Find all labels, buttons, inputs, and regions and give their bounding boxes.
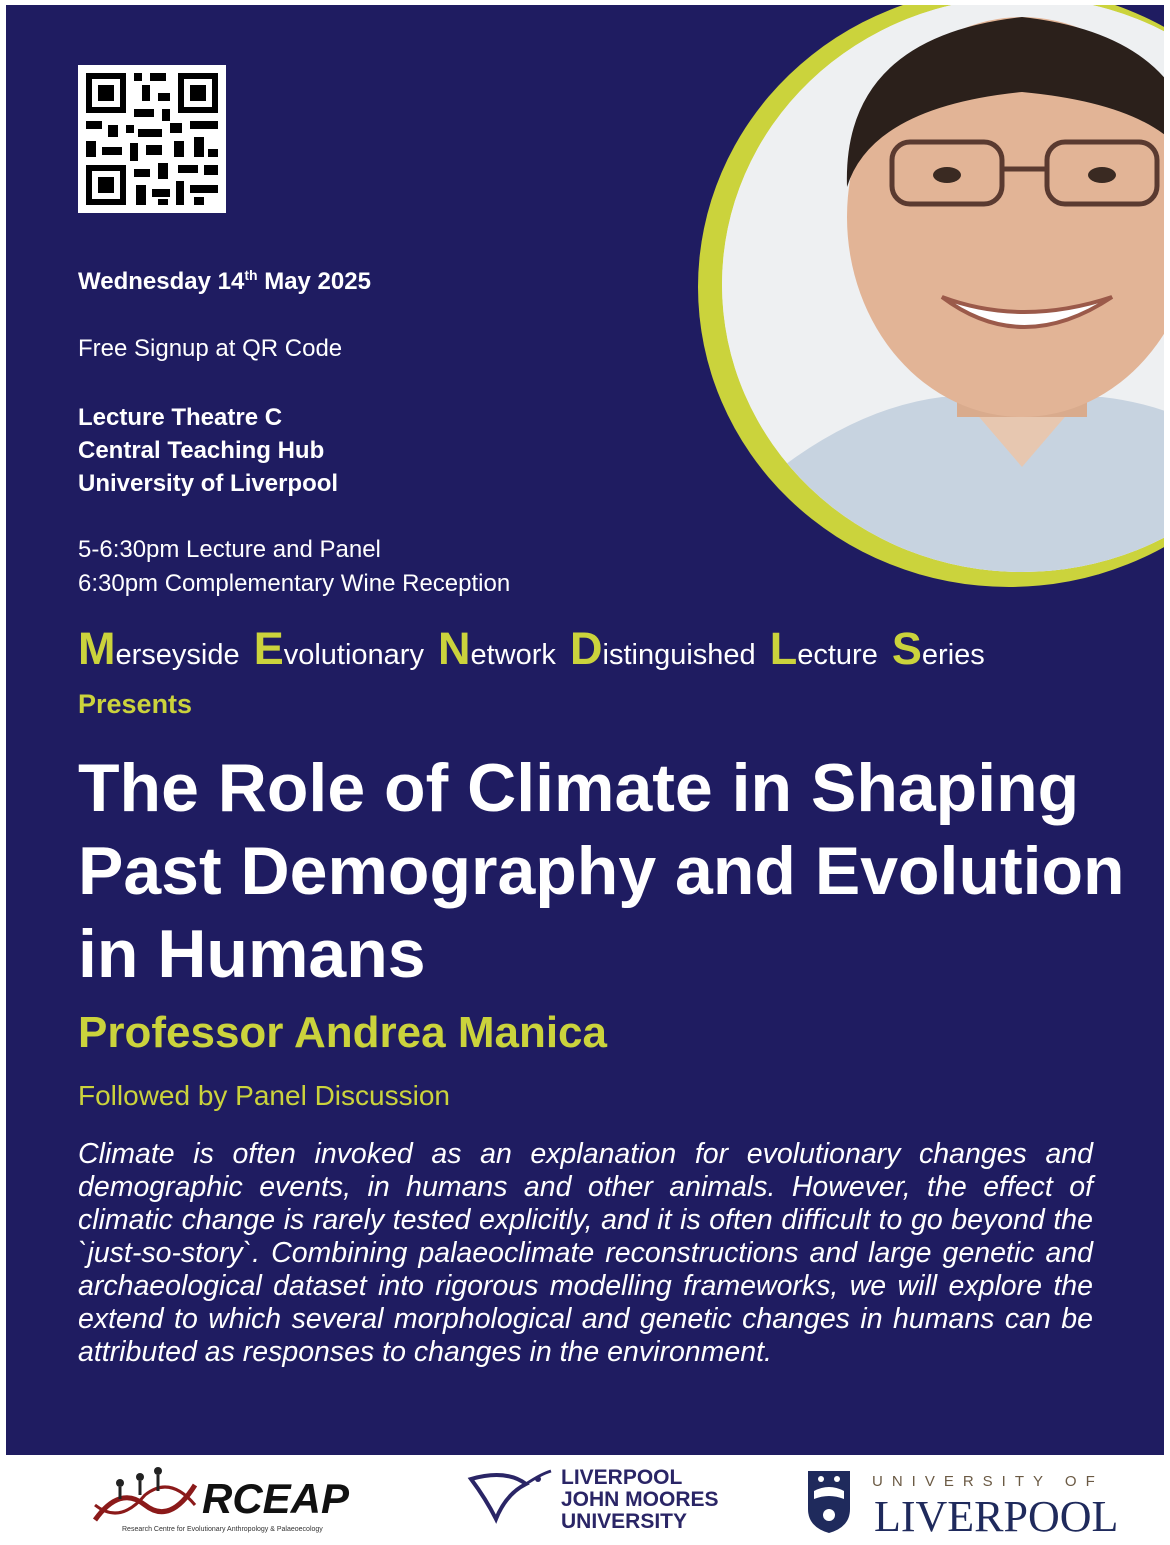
schedule-reception: 6:30pm Complementary Wine Reception	[78, 570, 511, 597]
uol-small-text: UNIVERSITY OF	[872, 1473, 1104, 1490]
uol-wordmark: LIVERPOOL	[874, 1492, 1119, 1541]
rceap-subtitle: Research Centre for Evolutionary Anthropology & Palaeoecology	[122, 1526, 323, 1533]
series-word: Network	[438, 623, 556, 674]
event-date: Wednesday 14th May 2025	[78, 267, 371, 295]
ljmu-logo[interactable]	[466, 1465, 746, 1545]
series-word: Distinguished	[570, 623, 756, 674]
ljmu-wordmark: LIVERPOOL JOHN MOORES UNIVERSITY	[561, 1466, 719, 1533]
venue-building: Central Teaching Hub	[78, 437, 325, 464]
presents-label: Presents	[78, 689, 193, 719]
venue-university: University of Liverpool	[78, 470, 339, 497]
series-name	[78, 623, 991, 675]
qr-code[interactable]	[78, 65, 226, 213]
rceap-logo[interactable]	[90, 1465, 390, 1545]
series-word: Merseyside	[78, 623, 240, 674]
panel-note: Followed by Panel Discussion	[78, 1080, 450, 1111]
lecture-abstract: Climate is often invoked as an explanation for evolutionary changes and demographic events, in humans and other animals. However, the effect of climatic change is rarely tested explicitly, and it is often difficult to go beyond the `just-so-story`. Combining palaeoclimate reconstructions and large genetic and archaeological dataset into rigorous modelling frameworks, we will explore the extend to which several morphological and genetic changes in humans can be attributed as responses to changes in the environment.	[78, 1138, 1093, 1368]
uol-logo[interactable]	[806, 1467, 1119, 1545]
series-word: Evolutionary	[253, 623, 424, 674]
speaker-name: Professor Andrea Manica	[78, 1008, 607, 1057]
series-word: Lecture	[769, 623, 878, 674]
schedule-lecture: 5-6:30pm Lecture and Panel	[78, 536, 381, 563]
series-word: Series	[891, 623, 985, 674]
schedule	[78, 533, 510, 601]
lecture-title: The Role of Climate in Shaping Past Demography and Evolution in Humans	[78, 750, 1125, 992]
venue	[78, 401, 338, 500]
poster	[6, 5, 1164, 1455]
venue-room: Lecture Theatre C	[78, 404, 283, 431]
signup-text: Free Signup at QR Code	[78, 335, 343, 362]
rceap-wordmark: RCEAP	[202, 1475, 350, 1522]
logo-bar	[0, 1455, 1170, 1545]
